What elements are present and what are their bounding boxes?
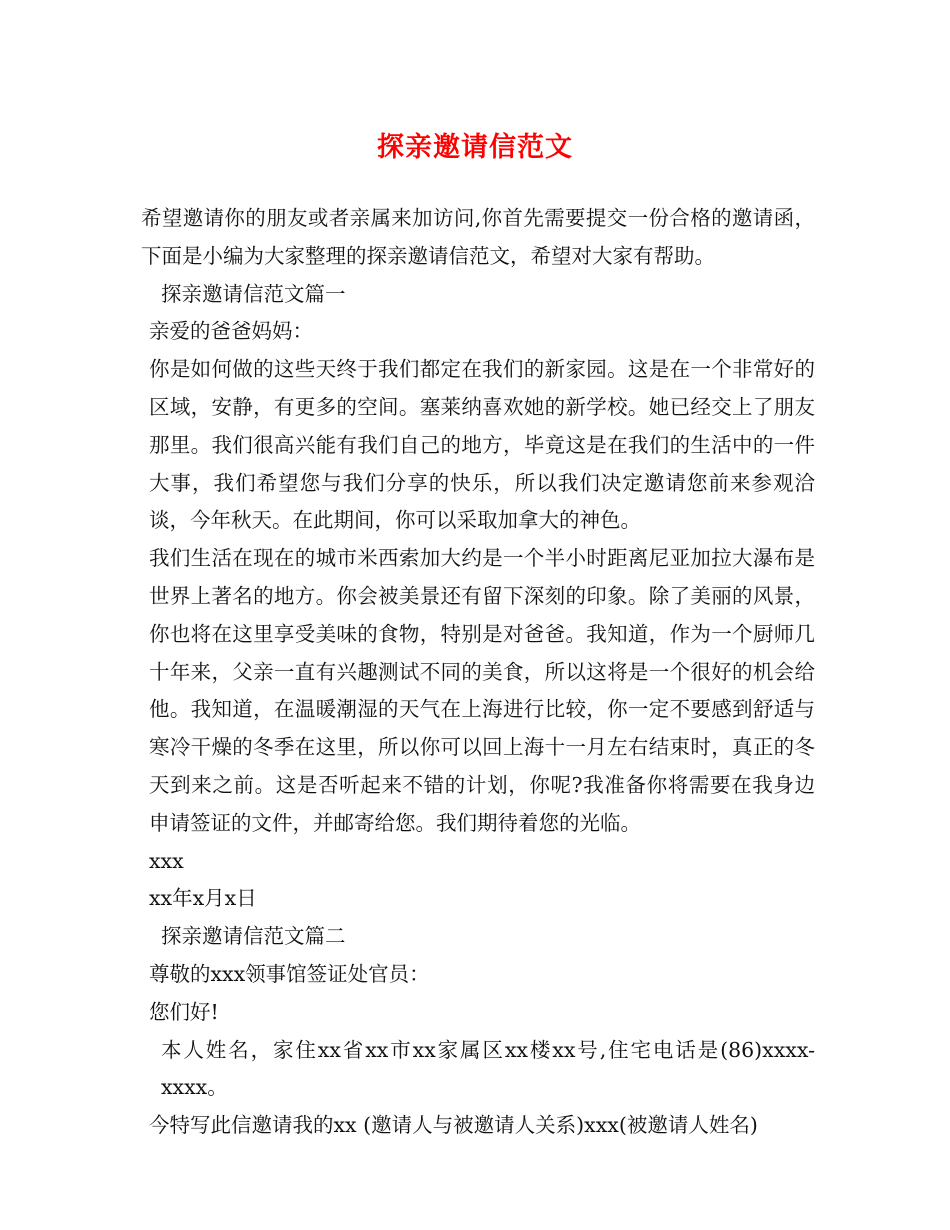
intro-paragraph: 希望邀请你的朋友或者亲属来加访问,你首先需要提交一份合格的邀请函，下面是小编为大家整理的探亲邀请信范文，希望对大家有帮助。 <box>141 206 815 268</box>
letter-one-signature: xxx <box>149 848 184 873</box>
letter-two-paragraph-two: 今特写此信邀请我的xx (邀请人与被邀请人关系)xxx(被邀请人姓名) <box>149 1113 758 1138</box>
greeting: 您们好! <box>149 999 219 1024</box>
letter-two-paragraph-one: 本人姓名，家住xx省xx市xx家属区xx楼xx号,住宅电话是(86)xxxx-xxxx。 <box>161 1037 815 1100</box>
section-heading-two: 探亲邀请信范文篇二 <box>161 924 346 949</box>
letter-one-date: xx年x月x日 <box>149 886 257 911</box>
salutation-parents: 亲爱的爸爸妈妈： <box>149 319 313 344</box>
document-body <box>141 200 815 1145</box>
section-heading-one: 探亲邀请信范文篇一 <box>161 281 346 306</box>
document-title: 探亲邀请信范文 <box>377 132 573 163</box>
letter-one-paragraph-two: 我们生活在现在的城市米西索加大约是一个半小时距离尼亚加拉大瀑布是世界上著名的地方。你会被美景还有留下深刻的印象。除了美丽的风景，你也将在这里享受美味的食物，特别是对爸爸。我知道，作为一个厨师几十年来，父亲一直有兴趣测试不同的美食，所以这将是一个很好的机会给他。我知道，在温暖潮湿的天气在上海进行比较，你一定不要感到舒适与寒冷干燥的冬季在这里，所以你可以回上海十一月左右结束时，真正的冬天到来之前。这是否听起来不错的计划，你呢?我准备你将需要在我身边申请签证的文件，并邮寄给您。我们期待着您的光临。 <box>149 546 815 835</box>
letter-one-paragraph-one: 你是如何做的这些天终于我们都定在我们的新家园。这是在一个非常好的区域，安静，有更多的空间。塞莱纳喜欢她的新学校。她已经交上了朋友那里。我们很高兴能有我们自己的地方，毕竟这是在我们的生活中的一件大事，我们希望您与我们分享的快乐，所以我们决定邀请您前来参观洽谈，今年秋天。在此期间，你可以采取加拿大的神色。 <box>149 357 815 533</box>
salutation-consulate: 尊敬的xxx领事馆签证处官员： <box>149 961 430 986</box>
